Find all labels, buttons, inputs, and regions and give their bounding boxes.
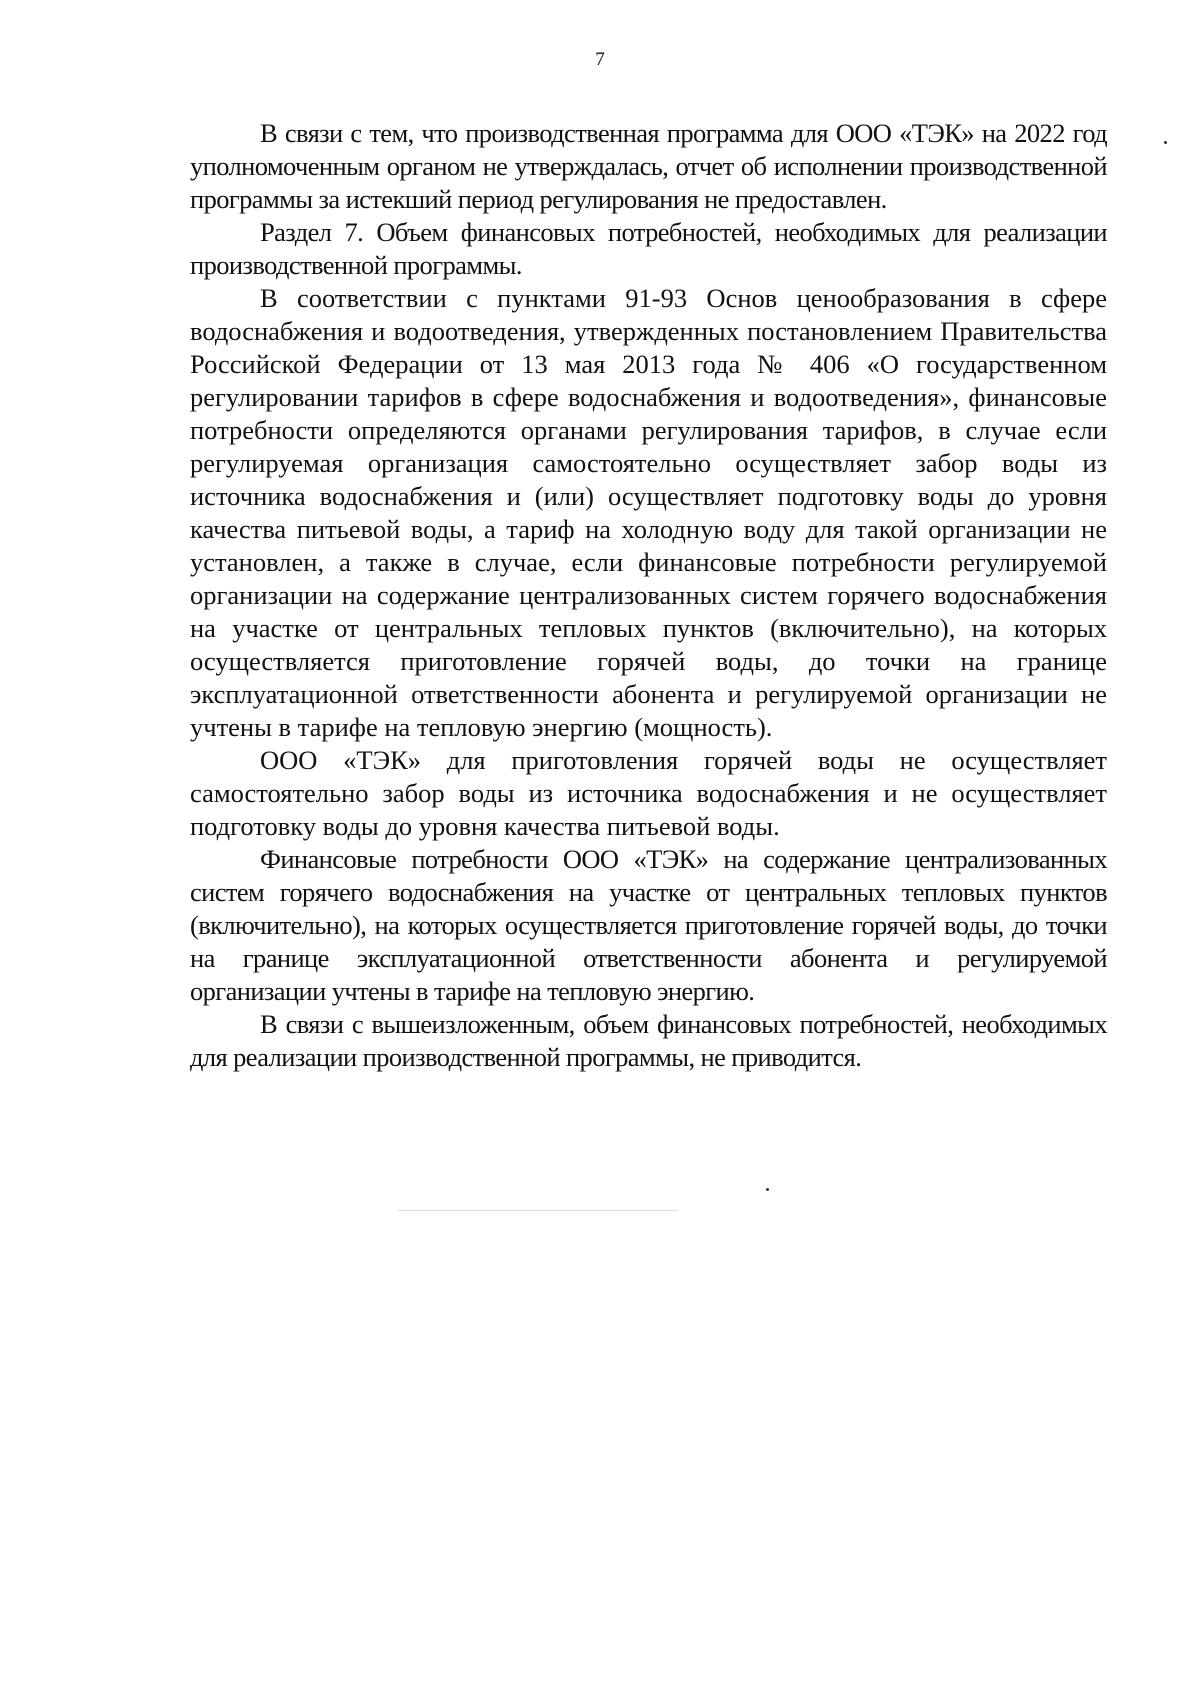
paragraph-report-status: В связи с тем, что производственная программа для ООО «ТЭК» на 2022 год уполномоченным органом не утверждалась, отчет об исполнении производственной программы за истекший период регулирования не предоставлен.	[190, 118, 1107, 214]
scan-speck	[766, 1188, 769, 1191]
paragraph-financial-needs: Финансовые потребности ООО «ТЭК» на содержание централизованных систем горячего водоснабжения на участке от центральных тепловых пунктов (включительно), на которых осуществляется приготовление горячей воды, до точки на границе эксплуатационной ответственности абонента и регулируемой организации учтены в тарифе на тепловую энергию.	[190, 844, 1107, 1006]
scan-speck	[1164, 141, 1167, 144]
scan-artifact-line	[398, 1210, 678, 1211]
section-7-heading: Раздел 7. Объем финансовых потребностей, необходимых для реализации производственной программы.	[190, 217, 1107, 280]
paragraph-tek-water-preparation: ООО «ТЭК» для приготовления горячей воды не осуществляет самостоятельно забор воды из источника водоснабжения и не осуществляет подготовку воды до уровня качества питьевой воды.	[190, 745, 1107, 841]
paragraph-pricing-basis: В соответствии с пунктами 91-93 Основ ценообразования в сфере водоснабжения и водоотведения, утвержденных постановлением Правительства Российской Федерации от 13 мая 2013 года № 406 «О государственном регулировании тарифов в сфере водоснабжения и водоотведения», финансовые потребности определяются органами регулирования тарифов, в случае если регулируемая организация самостоятельно осуществляет забор воды из источника водоснабжения и (или) осуществляет подготовку воды до уровня качества питьевой воды, а тариф на холодную воду для такой организации не установлен, а также в случае, если финансовые потребности регулируемой организации на содержание централизованных систем горячего водоснабжения на участке от центральных тепловых пунктов (включительно), на которых осуществляется приготовление горячей воды, до точки на границе эксплуатационной ответственности абонента и регулируемой организации не учтены в тарифе на тепловую энергию (мощность).	[190, 283, 1107, 742]
document-body	[190, 117, 1107, 1074]
paragraph-conclusion: В связи с вышеизложенным, объем финансовых потребностей, необходимых для реализации производственной программы, не приводится.	[190, 1009, 1107, 1072]
page-number: 7	[595, 49, 605, 70]
